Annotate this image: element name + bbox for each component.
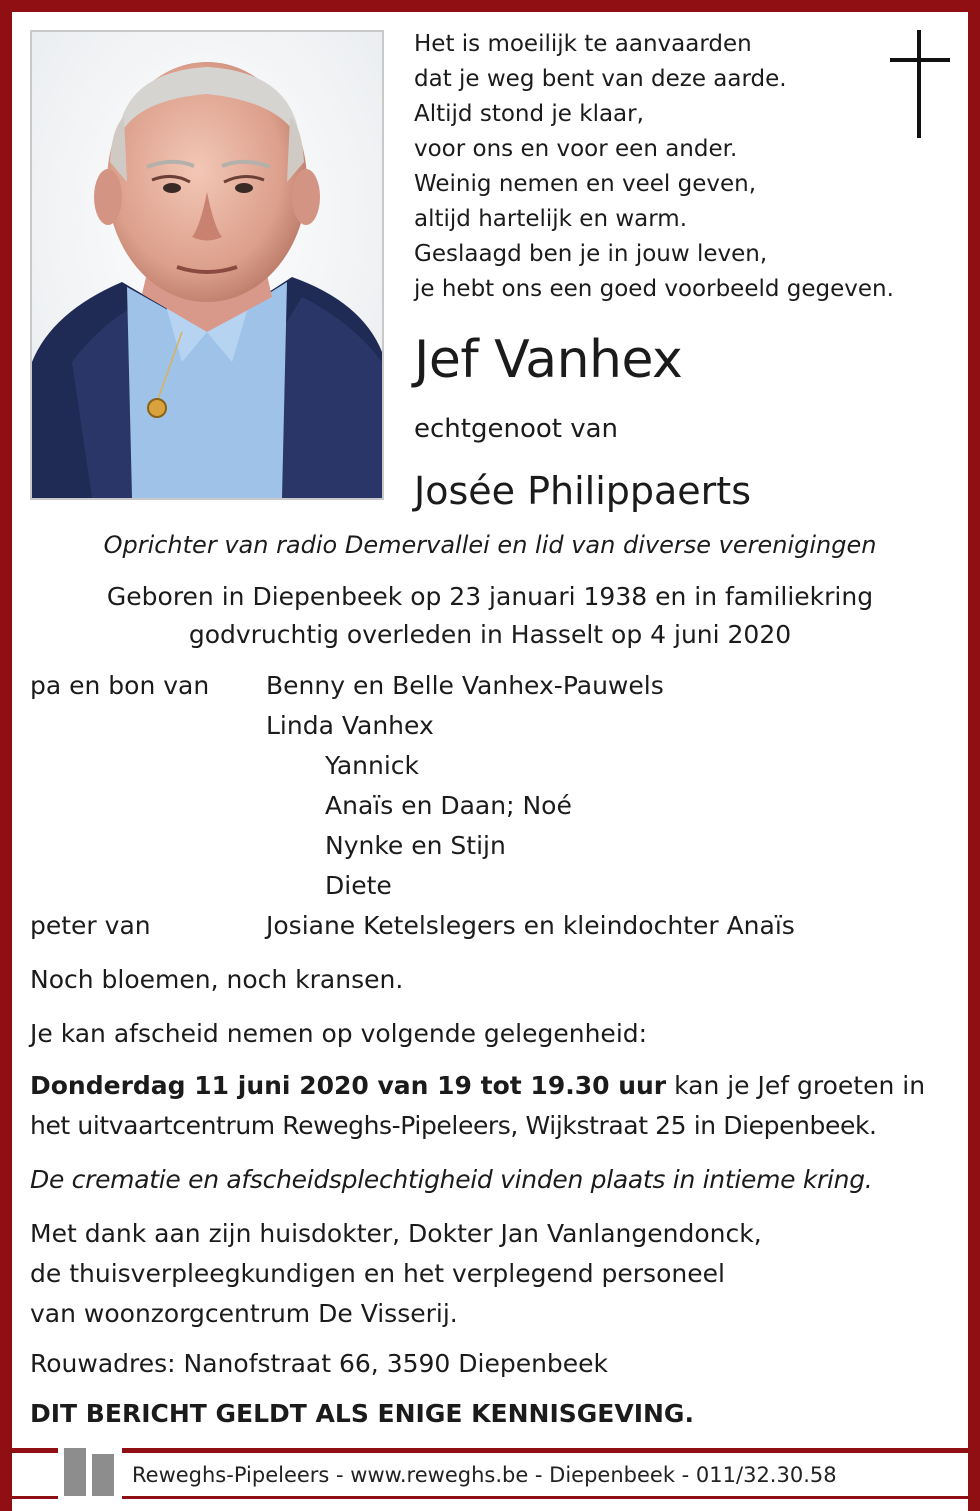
funeral-home-logo [58, 1442, 122, 1502]
farewell-text: kan je Jef groeten in [666, 1071, 926, 1100]
footer-divider [12, 1448, 968, 1453]
flowers-notice: Noch bloemen, noch kransen. [30, 965, 404, 994]
poem-line: dat je weg bent van deze aarde. [414, 66, 787, 92]
cremation-notice: De crematie en afscheidsplechtigheid vinden plaats in intieme kring. [30, 1165, 873, 1194]
poem-line: je hebt ons een goed voorbeeld gegeven. [414, 276, 894, 302]
grandchild-name: Diete [325, 871, 392, 900]
deceased-name: Jef Vanhex [414, 330, 683, 390]
farewell-intro: Je kan afscheid nemen op volgende gelegenheid: [30, 1019, 648, 1048]
godparent-label: peter van [30, 911, 151, 940]
grandchild-name: Anaïs en Daan; Noé [325, 791, 572, 820]
mourning-address: Rouwadres: Nanofstraat 66, 3590 Diepenbeek [30, 1349, 609, 1378]
footer-divider [12, 1496, 968, 1499]
poem-line: Het is moeilijk te aanvaarden [414, 31, 752, 57]
role-line: Oprichter van radio Demervallei en lid van diverse verenigingen [103, 531, 877, 559]
official-notice: DIT BERICHT GELDT ALS ENIGE KENNISGEVING. [30, 1399, 694, 1428]
born-line-2: godvruchtig overleden in Hasselt op 4 juni 2020 [188, 620, 792, 649]
birth-death-info [12, 578, 968, 654]
cross-icon [890, 30, 950, 138]
poem-line: voor ons en voor een ander. [414, 136, 738, 162]
child-name: Benny en Belle Vanhex-Pauwels [266, 671, 664, 700]
thanks-line: de thuisverpleegkundigen en het verplegend personeel [30, 1259, 725, 1288]
poem-line: Geslaagd ben je in jouw leven, [414, 241, 768, 267]
child-name: Linda Vanhex [266, 711, 434, 740]
poem-line: altijd hartelijk en warm. [414, 206, 688, 232]
thanks-line: van woonzorgcentrum De Visserij. [30, 1299, 458, 1328]
farewell-date: Donderdag 11 juni 2020 van 19 tot 19.30 uur [30, 1071, 667, 1100]
poem-line: Altijd stond je klaar, [414, 101, 644, 127]
poem [414, 27, 894, 307]
parent-label: pa en bon van [30, 671, 210, 700]
funeral-home-contact: Reweghs-Pipeleers - www.reweghs.be - Diepenbeek - 011/32.30.58 [132, 1463, 837, 1487]
spouse-name: Josée Philippaerts [414, 469, 751, 513]
grandchild-name: Nynke en Stijn [325, 831, 506, 860]
born-line-1: Geboren in Diepenbeek op 23 januari 1938 en in familiekring [106, 582, 874, 611]
portrait-photo [30, 30, 384, 500]
thanks-line: Met dank aan zijn huisdokter, Dokter Jan Vanlangendonck, [30, 1219, 762, 1248]
grandchild-name: Yannick [325, 751, 420, 780]
poem-line: Weinig nemen en veel geven, [414, 171, 757, 197]
farewell-details [30, 1066, 925, 1106]
farewell-location: het uitvaartcentrum Reweghs-Pipeleers, Wijkstraat 25 in Diepenbeek. [30, 1111, 877, 1140]
spouse-label: echtgenoot van [414, 414, 619, 444]
godchild-name: Josiane Ketelslegers en kleindochter Anaïs [266, 911, 795, 940]
